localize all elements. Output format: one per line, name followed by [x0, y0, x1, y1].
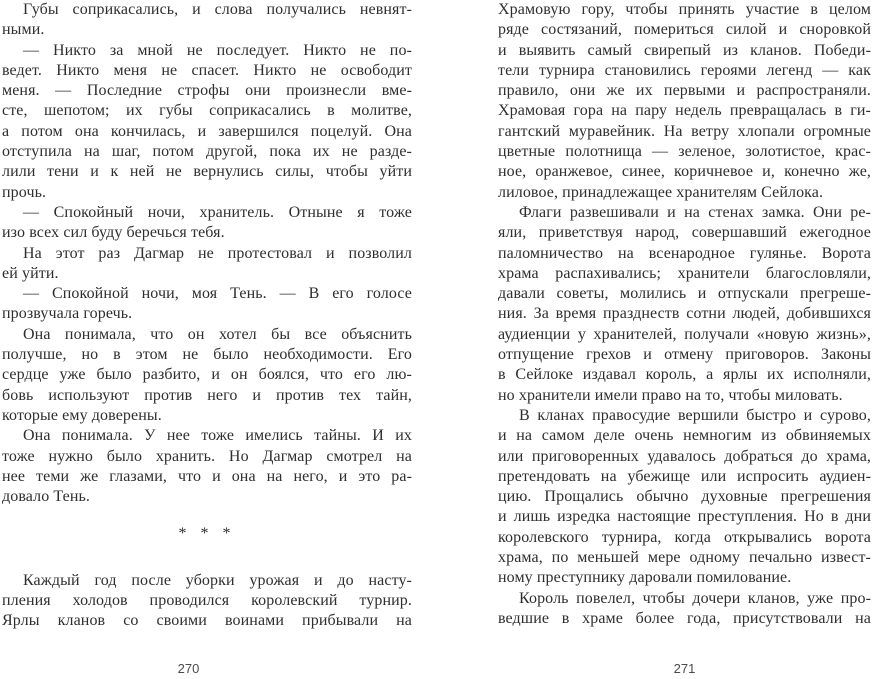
text-line: довало Тень. [2, 488, 91, 506]
text-line: Ярлы кланов со своими воинами прибывали на [2, 612, 412, 630]
text-line: меня. — Последние строфы они произнесли вме- [2, 82, 412, 100]
text-line: ными. [2, 21, 45, 39]
text-line: гантский муравейник. На ветру хлопали огромные [498, 122, 871, 140]
text-line: давали советы, молились и отпускали прегреше- [498, 285, 871, 303]
text-line: королевского турнира, когда открывались ворота [498, 528, 871, 546]
page-text-left [2, 0, 412, 632]
text-line: цию. Прощались обычно духовные прегрешения [498, 488, 871, 506]
text-line: На этот раз Дагмар не протестовал и позволил [23, 244, 412, 262]
text-line: Она понимала. У нее тоже имелись тайны. И их [23, 427, 412, 445]
text-line: — Спокойный ночи, хранитель. Отныне я тоже [23, 203, 412, 221]
text-line: храма распахивались; хранители благословляли, [498, 264, 871, 282]
text-line: бовь используют против него и против тех тайн, [2, 386, 412, 404]
text-line: правило, они же их первыми и распространяли. [498, 82, 871, 100]
text-line: аудиенции у хранителей, получали «новую жизнь», [498, 325, 871, 343]
text-line: пления холодов проводился королевский турнир. [2, 592, 412, 610]
text-line: ей уйти. [2, 264, 59, 282]
book-page-left [2, 0, 412, 676]
text-line: ведшие в храме более года, присутствовали на [498, 609, 871, 627]
text-line: Губы соприкасались, и слова получались невнят- [23, 1, 412, 18]
text-line: храма, по меньшей мере одному печально извест- [498, 549, 871, 567]
text-line: Храмовая гора на пару недель превращалась в ги- [498, 102, 871, 120]
page-text-right [498, 0, 871, 629]
page-number-right: 271 [673, 661, 696, 676]
text-line: Она понимала, что он хотел бы все объяснить [23, 325, 412, 343]
text-line: тели турнира становились героями легенд — как [498, 61, 871, 79]
book-page-right [498, 0, 871, 676]
text-line: цветные полотнища — зеленое, золотистое, крас- [498, 143, 871, 161]
text-line: и на самом деле очень немногим из обвиняемых [498, 427, 871, 445]
text-line: Храмовую гору, чтобы принять участие в целом [498, 1, 871, 18]
text-line: прозвучала горечь. [2, 305, 133, 323]
text-line: нее теми же глазами, что и она на него, и это ра- [2, 467, 412, 485]
text-line: ное, оранжевое, синее, коричневое и, конечно же, [498, 163, 871, 181]
text-line: — Спокойной ночи, моя Тень. — В его голосе [23, 285, 412, 303]
text-line: ряде состязаний, помериться силой и сноровкой [498, 21, 871, 39]
text-line: которые ему доверены. [2, 406, 162, 424]
text-line: получше, но в этом не было необходимости. Его [2, 346, 412, 364]
section-separator: * * * [178, 525, 236, 543]
text-line: сердце уже было разбито, и он боялся, что его лю- [2, 366, 412, 384]
text-line: ному преступнику даровали помилование. [498, 569, 792, 587]
text-line: яли, приветствуя народ, совершавший ежегодное [498, 224, 871, 242]
text-line: лили тени и к ней не вернулись силы, чтобы уйти [2, 163, 412, 181]
text-line: — Никто за мной не последует. Никто не по- [23, 41, 412, 59]
text-line: и выявить самый свирепый из кланов. Победи- [498, 41, 871, 59]
text-line: в Сейлоке издавал король, а ярлы их исполняли, [498, 366, 871, 384]
text-line: Флаги развешивали и на стенах замка. Они ре- [519, 203, 871, 221]
text-line: Каждый год после уборки урожая и до насту- [23, 571, 412, 589]
text-line: прочь. [2, 183, 47, 201]
text-line: претендовать на убежище или испросить аудиен- [498, 467, 871, 485]
text-line: изо всех сил буду беречься тебя. [2, 224, 225, 242]
text-line: В кланах правосудие вершили быстро и сурово, [519, 406, 871, 424]
text-line: лиловое, принадлежащее хранителям Сейлока. [498, 183, 824, 201]
text-line: но хранители имели право на то, чтобы миловать. [498, 386, 843, 404]
text-line: тоже нужно было хранить. Но Дагмар смотрел на [2, 447, 412, 465]
text-line: Король повелел, чтобы дочери кланов, уже про- [519, 589, 871, 607]
text-line: и лишь изредка настоящие преступления. Но в дни [498, 508, 871, 526]
text-line: паломничество на всенародное гулянье. Ворота [498, 244, 871, 262]
text-line: отступила на шаг, потом другой, пока их не разде- [2, 143, 412, 161]
text-line: или приговоренных удавалось добраться до храма, [498, 447, 871, 465]
text-line: сте, шепотом; их губы соприкасались в молитве, [2, 102, 412, 120]
text-line: ния. За время празднеств сотни людей, добившихся [498, 305, 871, 323]
text-line: а потом она кончилась, и завершился поцелуй. Она [2, 122, 412, 140]
text-line: ведет. Никто меня не спасет. Никто не освободит [2, 61, 412, 79]
text-line: отпущение грехов и отмену приговоров. Законы [498, 346, 871, 364]
page-number-left: 270 [177, 661, 200, 676]
